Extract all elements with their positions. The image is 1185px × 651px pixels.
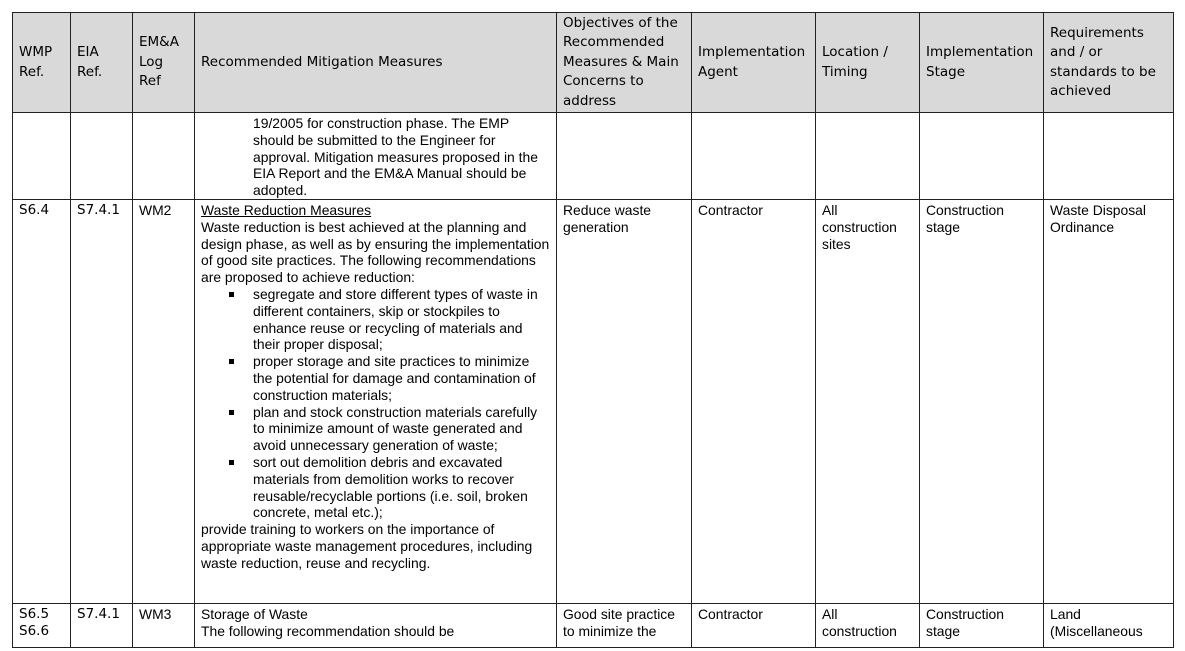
wm3-wmp-ref-cell <box>13 603 71 647</box>
wm2-eia-ref: S7.4.1 <box>71 199 133 603</box>
cell-empty <box>692 113 816 200</box>
header-requirements: Requirements and / or standards to be achieved <box>1044 13 1174 113</box>
wm2-objective: Reduce waste generation <box>557 199 692 603</box>
wm2-agent: Contractor <box>692 199 816 603</box>
header-mitigation-measures: Recommended Mitigation Measures <box>195 13 557 113</box>
table-header-row <box>13 13 1174 113</box>
wm2-intro: Waste reduction is best achieved at the planning and design phase, as well as by ensuring the implementation of good site practices. The following recommendations are proposed to achieve reduction: <box>201 218 550 286</box>
wm3-log-ref: WM3 <box>133 603 195 647</box>
cell-empty <box>133 113 195 200</box>
header-eia-ref: EIA Ref. <box>71 13 133 113</box>
mitigation-measures-table <box>12 12 1174 648</box>
wm2-bullet-item: proper storage and site practices to minimize the potential for damage and contamination of construction materials; <box>201 353 550 403</box>
wm2-location: All construction sites <box>816 199 920 603</box>
table-row-wm2 <box>13 199 1174 603</box>
wm3-title: Storage of Waste <box>201 605 308 622</box>
wm2-closing: provide training to workers on the importance of appropriate waste management procedures, including waste reduction, reuse and recycling. <box>201 521 533 571</box>
wm3-agent: Contractor <box>692 603 816 647</box>
wm2-bullet-item: sort out demolition debris and excavated materials from demolition works to recover reusable/recyclable portions (i.e. soil, broken concrete, metal etc.); <box>201 454 550 521</box>
wm2-wmp-ref: S6.4 <box>13 199 71 603</box>
wm3-location: All construction <box>816 603 920 647</box>
wm2-mitigation-cell <box>195 199 557 603</box>
cell-empty <box>920 113 1044 200</box>
cell-empty <box>557 113 692 200</box>
wm3-intro: The following recommendation should be <box>201 622 455 639</box>
header-objectives: Objectives of the Recommended Measures & Main Concerns to address <box>557 13 692 113</box>
wm2-bullet-item: segregate and store different types of waste in different containers, skip or stockpiles to enhance reuse or recycling of materials and their proper disposal; <box>201 286 550 353</box>
cell-empty <box>13 113 71 200</box>
wm3-objective: Good site practice to minimize the <box>557 603 692 647</box>
header-ema-log-ref: EM&A Log Ref <box>133 13 195 113</box>
cell-continuation-text <box>195 113 557 200</box>
cell-empty <box>816 113 920 200</box>
wm2-log-ref: WM2 <box>133 199 195 603</box>
wm3-mitigation-cell <box>195 603 557 647</box>
cell-empty <box>1044 113 1174 200</box>
wm2-bullet-list <box>201 286 550 521</box>
wm2-stage: Construction stage <box>920 199 1044 603</box>
wm2-title: Waste Reduction Measures <box>201 201 372 218</box>
wm3-wmp-ref-2: S6.6 <box>19 622 50 639</box>
wm3-requirement: Land (Miscellaneous <box>1044 603 1174 647</box>
header-implementation-stage: Implementation Stage <box>920 13 1044 113</box>
continuation-text: 19/2005 for construction phase. The EMP should be submitted to the Engineer for approval. Mitigation measures proposed in the EIA Report and the EM&A Manual should be adopted. <box>253 115 538 199</box>
wm2-bullet-item: plan and stock construction materials carefully to minimize amount of waste generated and avoid unnecessary generation of waste; <box>201 404 550 454</box>
table-row-wm3 <box>13 603 1174 647</box>
cell-empty <box>71 113 133 200</box>
header-location-timing: Location / Timing <box>816 13 920 113</box>
wm3-wmp-ref-1: S6.5 <box>19 605 50 622</box>
wm3-eia-ref: S7.4.1 <box>71 603 133 647</box>
header-wmp-ref: WMP Ref. <box>13 13 71 113</box>
table-row-continuation <box>13 113 1174 200</box>
wm2-requirement: Waste Disposal Ordinance <box>1044 199 1174 603</box>
wm3-stage: Construction stage <box>920 603 1044 647</box>
header-implementation-agent: Implementation Agent <box>692 13 816 113</box>
